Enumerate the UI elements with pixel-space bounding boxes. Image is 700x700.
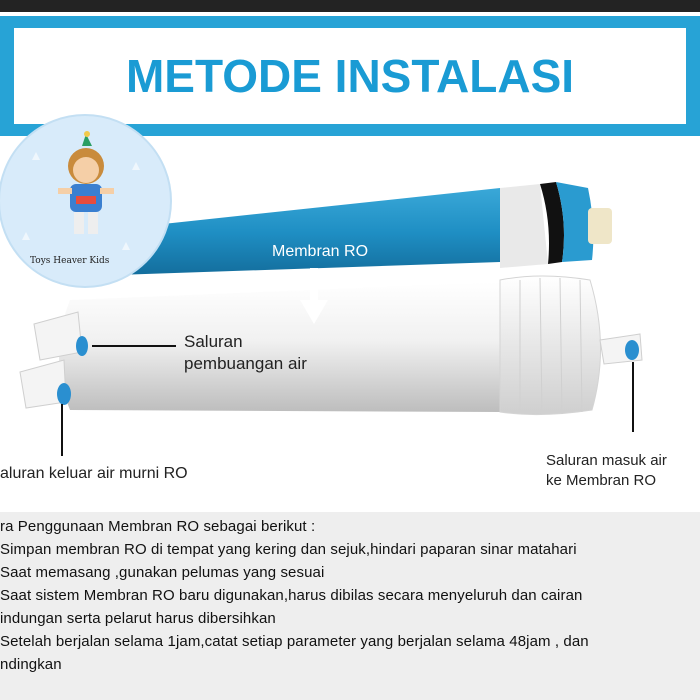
drain-label-line-1: Saluran: [184, 332, 243, 351]
title-box: [14, 28, 686, 124]
drain-label: [184, 331, 307, 375]
instruction-line-2: Saat memasang ,gunakan pelumas yang sesuai: [0, 564, 325, 581]
instruction-line-3: Saat sistem Membran RO baru digunakan,harus dibilas secara menyeluruh dan cairan: [0, 587, 583, 604]
drain-label-line-2: pembuangan air: [184, 354, 307, 373]
page-title: METODE INSTALASI: [125, 50, 575, 102]
inlet-label-line-2: ke Membran RO: [546, 472, 657, 489]
inlet-label: [546, 451, 667, 491]
outlet-label: aluran keluar air murni RO: [0, 465, 188, 482]
instruction-line-4: indungan serta pelarut harus dibersihkan: [0, 610, 276, 627]
instruction-line-6: ndingkan: [0, 656, 62, 673]
membrane-label: Membran RO: [272, 243, 369, 260]
instructions-heading: ra Penggunaan Membran RO sebagai berikut :: [0, 518, 316, 535]
instructions-panel: [0, 512, 700, 700]
instruction-line-5: Setelah berjalan selama 1jam,catat setiap parameter yang berjalan selama 48jam , dan: [0, 633, 589, 650]
instruction-line-1: Simpan membran RO di tempat yang kering dan sejuk,hindari paparan sinar matahari: [0, 541, 577, 558]
top-dark-strip: [0, 0, 700, 12]
logo-brand-text: Toys Heaver Kids: [30, 256, 110, 266]
inlet-label-line-1: Saluran masuk air: [546, 452, 667, 469]
